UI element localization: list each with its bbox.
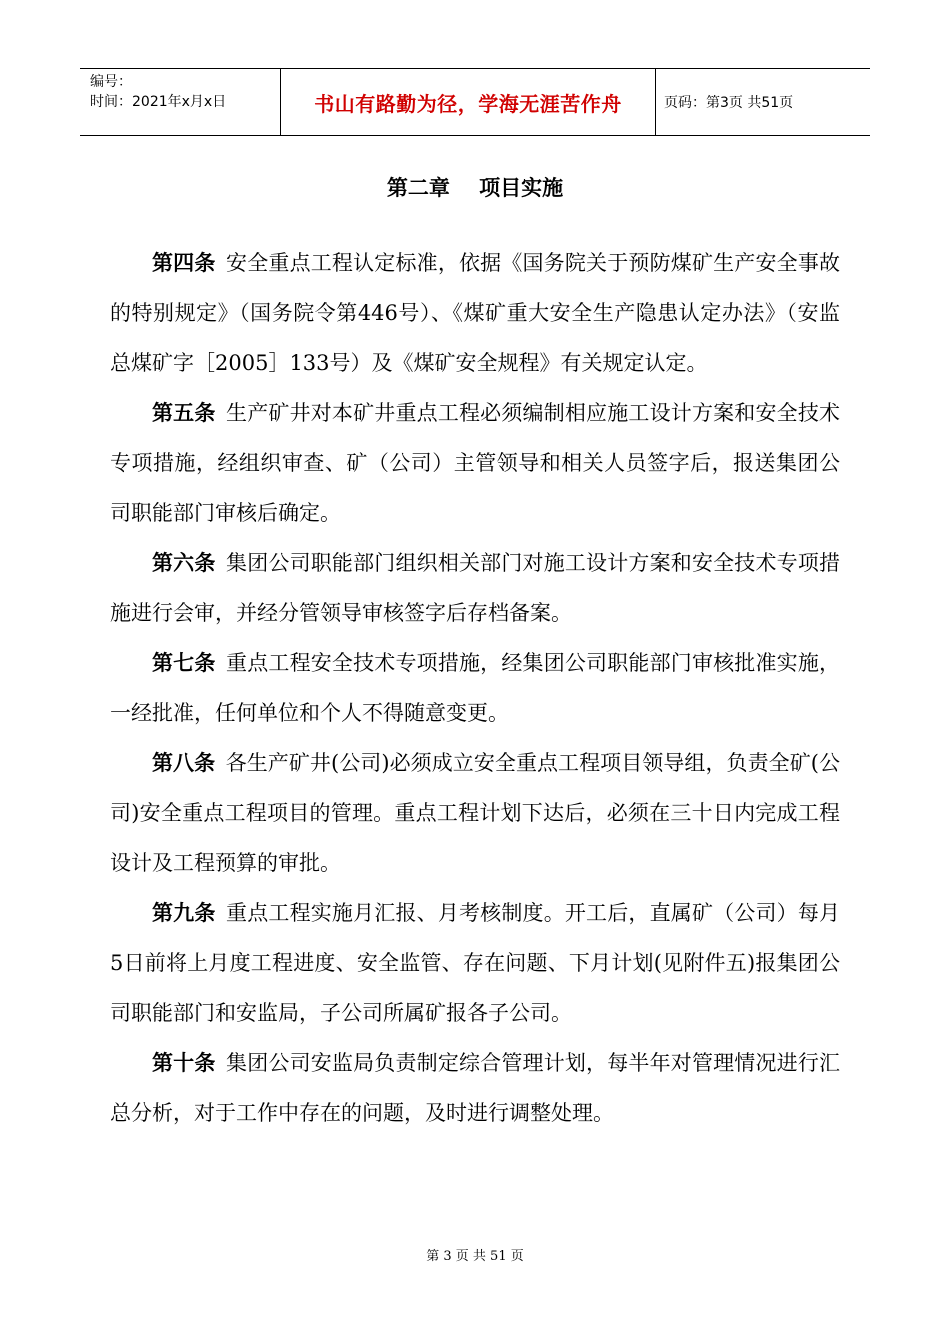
- header-motto: 书山有路勤为径，学海无涯苦作舟: [281, 69, 656, 135]
- article-text: 生产矿井对本矿井重点工程必须编制相应施工设计方案和安全技术专项措施，经组织审查、矿（公司）主管领导和相关人员签字后，报送集团公司职能部门审核后确定。: [110, 401, 841, 525]
- header-meta-cell: [80, 69, 281, 135]
- document-body: [110, 238, 840, 1138]
- chapter-title: 第二章 项目实施: [386, 176, 564, 200]
- document-number-label: 编号：: [90, 74, 132, 90]
- article-title: 第八条: [152, 751, 216, 775]
- article-paragraph: [110, 888, 840, 1038]
- article-text: 重点工程实施月汇报、月考核制度。开工后，直属矿（公司）每月5日前将上月度工程进度、安全监管、存在问题、下月计划(见附件五)报集团公司职能部门和安监局，子公司所属矿报各子公司。: [110, 901, 841, 1025]
- article-paragraph: [110, 738, 840, 888]
- article-text: 重点工程安全技术专项措施，经集团公司职能部门审核批准实施，一经批准，任何单位和个人不得随意变更。: [110, 651, 841, 725]
- article-title: 第六条: [152, 551, 216, 575]
- article-text: 各生产矿井(公司)必须成立安全重点工程项目领导组，负责全矿(公司)安全重点工程项目的管理。重点工程计划下达后，必须在三十日内完成工程设计及工程预算的审批。: [110, 751, 841, 875]
- article-paragraph: [110, 388, 840, 538]
- article-paragraph: [110, 638, 840, 738]
- article-text: 集团公司职能部门组织相关部门对施工设计方案和安全技术专项措施进行会审，并经分管领导审核签字后存档备案。: [110, 551, 841, 625]
- document-header: [80, 68, 870, 136]
- article-title: 第十条: [152, 1051, 216, 1075]
- article-title: 第四条: [152, 251, 216, 275]
- article-text: 集团公司安监局负责制定综合管理计划，每半年对管理情况进行汇总分析，对于工作中存在的问题，及时进行调整处理。: [110, 1051, 841, 1125]
- header-page-info: 页码：第3页 共51页: [664, 95, 794, 111]
- article-title: 第九条: [152, 901, 216, 925]
- article-paragraph: [110, 238, 840, 388]
- document-time-label: 时间：2021年x月x日: [90, 94, 227, 110]
- article-title: 第五条: [152, 401, 216, 425]
- article-paragraph: [110, 1038, 840, 1138]
- article-title: 第七条: [152, 651, 216, 675]
- page-footer: 第 3 页 共 51 页: [426, 1249, 524, 1264]
- article-text: 安全重点工程认定标准，依据《国务院关于预防煤矿生产安全事故的特别规定》（国务院令第446号）、《煤矿重大安全生产隐患认定办法》（安监总煤矿字［2005］133号）及《煤矿安全规程》有关规定认定。: [110, 251, 841, 375]
- article-paragraph: [110, 538, 840, 638]
